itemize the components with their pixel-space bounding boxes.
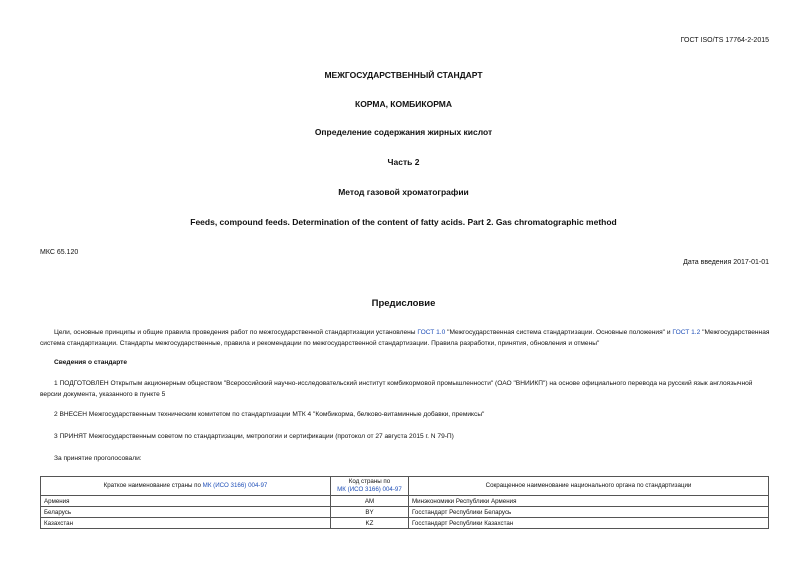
- table-row: [41, 496, 769, 507]
- document-code: ГОСТ ISO/TS 17764-2-2015: [680, 37, 769, 44]
- info-item-1: 1 ПОДГОТОВЛЕН Открытым акционерным обществом "Всероссийский научно-исследовательский институт комбикормовой промышленности" (ОАО "ВНИИКП") на основе официального перевода на русский язык англоязычной версии документа, указанного в пункте 5: [40, 380, 753, 398]
- gost-1-0-link[interactable]: ГОСТ 1.0: [417, 329, 446, 336]
- country-name-header-text: Краткое наименование страны по: [103, 482, 203, 489]
- standard-info-heading: Сведения о стандарте: [54, 359, 128, 366]
- country-cell: Беларусь: [41, 507, 331, 518]
- code-cell: BY: [331, 507, 409, 518]
- body-cell: Госстандарт Республики Казахстан: [409, 518, 769, 529]
- body-cell: Минэкономики Республики Армения: [409, 496, 769, 507]
- voted-label: За принятие проголосовали:: [54, 455, 142, 462]
- preface-text-c: "Межгосударственная система стандартизации. Стандарты межгосударственные, правила и рекомендации по межгосударственной стандартизации. Правила разработки, принятия, обновления и отмены": [40, 329, 770, 347]
- standard-name-title: Определение содержания жирных кислот: [314, 127, 493, 137]
- standard-type-title: МЕЖГОСУДАРСТВЕННЫЙ СТАНДАРТ: [324, 70, 483, 80]
- standards-body-header: Сокращенное наименование национального органа по стандартизации: [409, 477, 769, 496]
- table-row: [41, 518, 769, 529]
- table-header-row: [41, 477, 769, 496]
- preface-text-a: Цели, основные принципы и общие правила проведения работ по межгосударственной стандартизации установлены: [54, 329, 418, 336]
- country-cell: Казахстан: [41, 518, 331, 529]
- standard-subject-title: КОРМА, КОМБИКОРМА: [355, 99, 452, 109]
- info-item-2: 2 ВНЕСЕН Межгосударственным техническим комитетом по стандартизации МТК 4 "Комбикорма, белково-витаминные добавки, премиксы": [54, 411, 485, 418]
- gost-1-2-link[interactable]: ГОСТ 1.2: [672, 329, 701, 336]
- introduction-date: Дата введения 2017-01-01: [683, 259, 769, 266]
- standard-part-title: Часть 2: [387, 157, 420, 167]
- voting-countries-table: [40, 476, 769, 529]
- preface-heading: Предисловие: [371, 298, 436, 309]
- preface-text-b: "Межгосударственная система стандартизации. Основные положения" и: [445, 329, 673, 336]
- country-name-header: [41, 477, 331, 496]
- country-cell: Армения: [41, 496, 331, 507]
- preface-paragraph: [40, 327, 770, 349]
- english-title: Feeds, compound feeds. Determination of the content of fatty acids. Part 2. Gas chromatographic method: [190, 217, 617, 227]
- country-code-header: [331, 477, 409, 496]
- code-cell: KZ: [331, 518, 409, 529]
- code-cell: AM: [331, 496, 409, 507]
- mk-iso-code-link[interactable]: МК (ИСО 3166) 004-97: [337, 486, 402, 493]
- country-code-header-text: Код страны по: [348, 478, 391, 485]
- table-row: [41, 507, 769, 518]
- body-cell: Госстандарт Республики Беларусь: [409, 507, 769, 518]
- mks-code: МКС 65.120: [40, 249, 79, 256]
- mk-iso-link[interactable]: МК (ИСО 3166) 004-97: [202, 482, 268, 489]
- info-item-3: 3 ПРИНЯТ Межгосударственным советом по стандартизации, метрологии и сертификации (протокол от 27 августа 2015 г. N 79-П): [54, 433, 454, 440]
- standard-method-title: Метод газовой хроматографии: [338, 187, 469, 197]
